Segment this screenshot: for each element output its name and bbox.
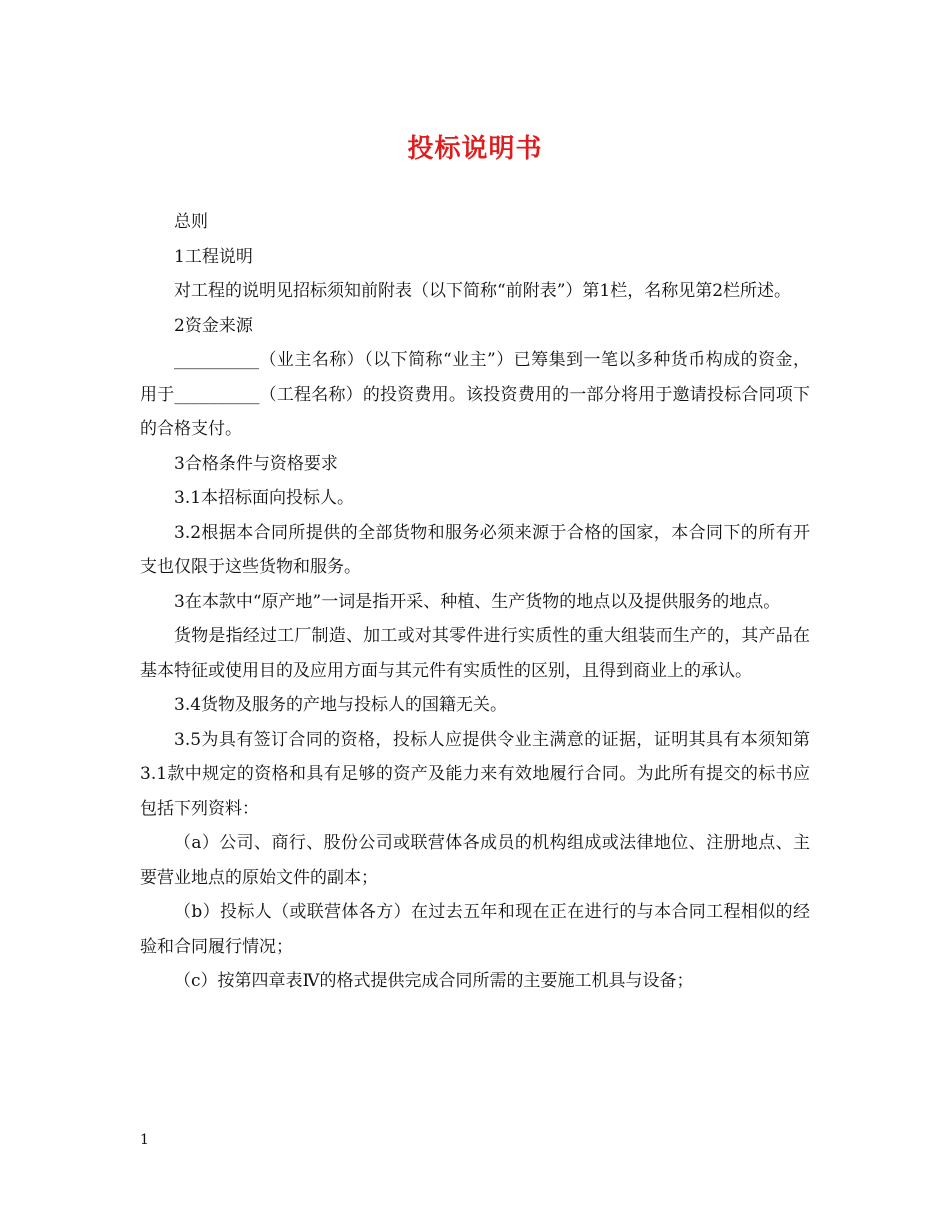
- paragraph-clause-3-2: 3.2根据本合同所提供的全部货物和服务必须来源于合格的国家，本合同下的所有开支也仅限于这些货物和服务。: [140, 522, 810, 577]
- paragraph-item-a: （a）公司、商行、股份公司或联营体各成员的机构组成或法律地位、注册地点、主要营业地点的原始文件的副本；: [140, 833, 810, 888]
- document-body: [140, 205, 810, 999]
- page-number: 1: [140, 1132, 149, 1148]
- paragraph-heading-funding: 2资金来源: [174, 315, 253, 336]
- paragraph-heading-project: 1工程说明: [174, 246, 253, 267]
- document-title: 投标说明书: [407, 134, 543, 164]
- paragraph-item-b: （b）投标人（或联营体各方）在过去五年和现在正在进行的与本合同工程相似的经验和合同履行情况；: [140, 902, 810, 957]
- paragraph-funding-description: __________（业主名称）（以下简称“业主”）已筹集到一笔以多种货币构成的资金，用于__________（工程名称）的投资费用。该投资费用的一部分将用于邀请投标合同项下的合格支付。: [140, 350, 810, 439]
- paragraph-general: 总则: [174, 212, 208, 232]
- paragraph-clause-3-5: 3.5为具有签订合同的资格，投标人应提供令业主满意的证据，证明其具有本须知第3.1款中规定的资格和具有足够的资产及能力来有效地履行合同。为此所有提交的标书应包括下列资料：: [140, 729, 810, 819]
- paragraph-heading-eligibility: 3合格条件与资格要求: [174, 453, 338, 474]
- paragraph-project-description: 对工程的说明见招标须知前附表（以下简称“前附表”）第1栏，名称见第2栏所述。: [174, 281, 792, 301]
- paragraph-clause-3-origin: 3在本款中“原产地”一词是指开采、种植、生产货物的地点以及提供服务的地点。: [174, 591, 781, 612]
- paragraph-clause-3-4: 3.4货物及服务的产地与投标人的国籍无关。: [174, 695, 508, 715]
- paragraph-clause-3-1: 3.1本招标面向投标人。: [174, 488, 355, 508]
- paragraph-goods-definition: 货物是指经过工厂制造、加工或对其零件进行实质性的重大组装而生产的，其产品在基本特征或使用目的及应用方面与其元件有实质性的区别，且得到商业上的承认。: [140, 626, 810, 681]
- paragraph-item-c: （c）按第四章表Ⅳ的格式提供完成合同所需的主要施工机具与设备；: [174, 971, 694, 991]
